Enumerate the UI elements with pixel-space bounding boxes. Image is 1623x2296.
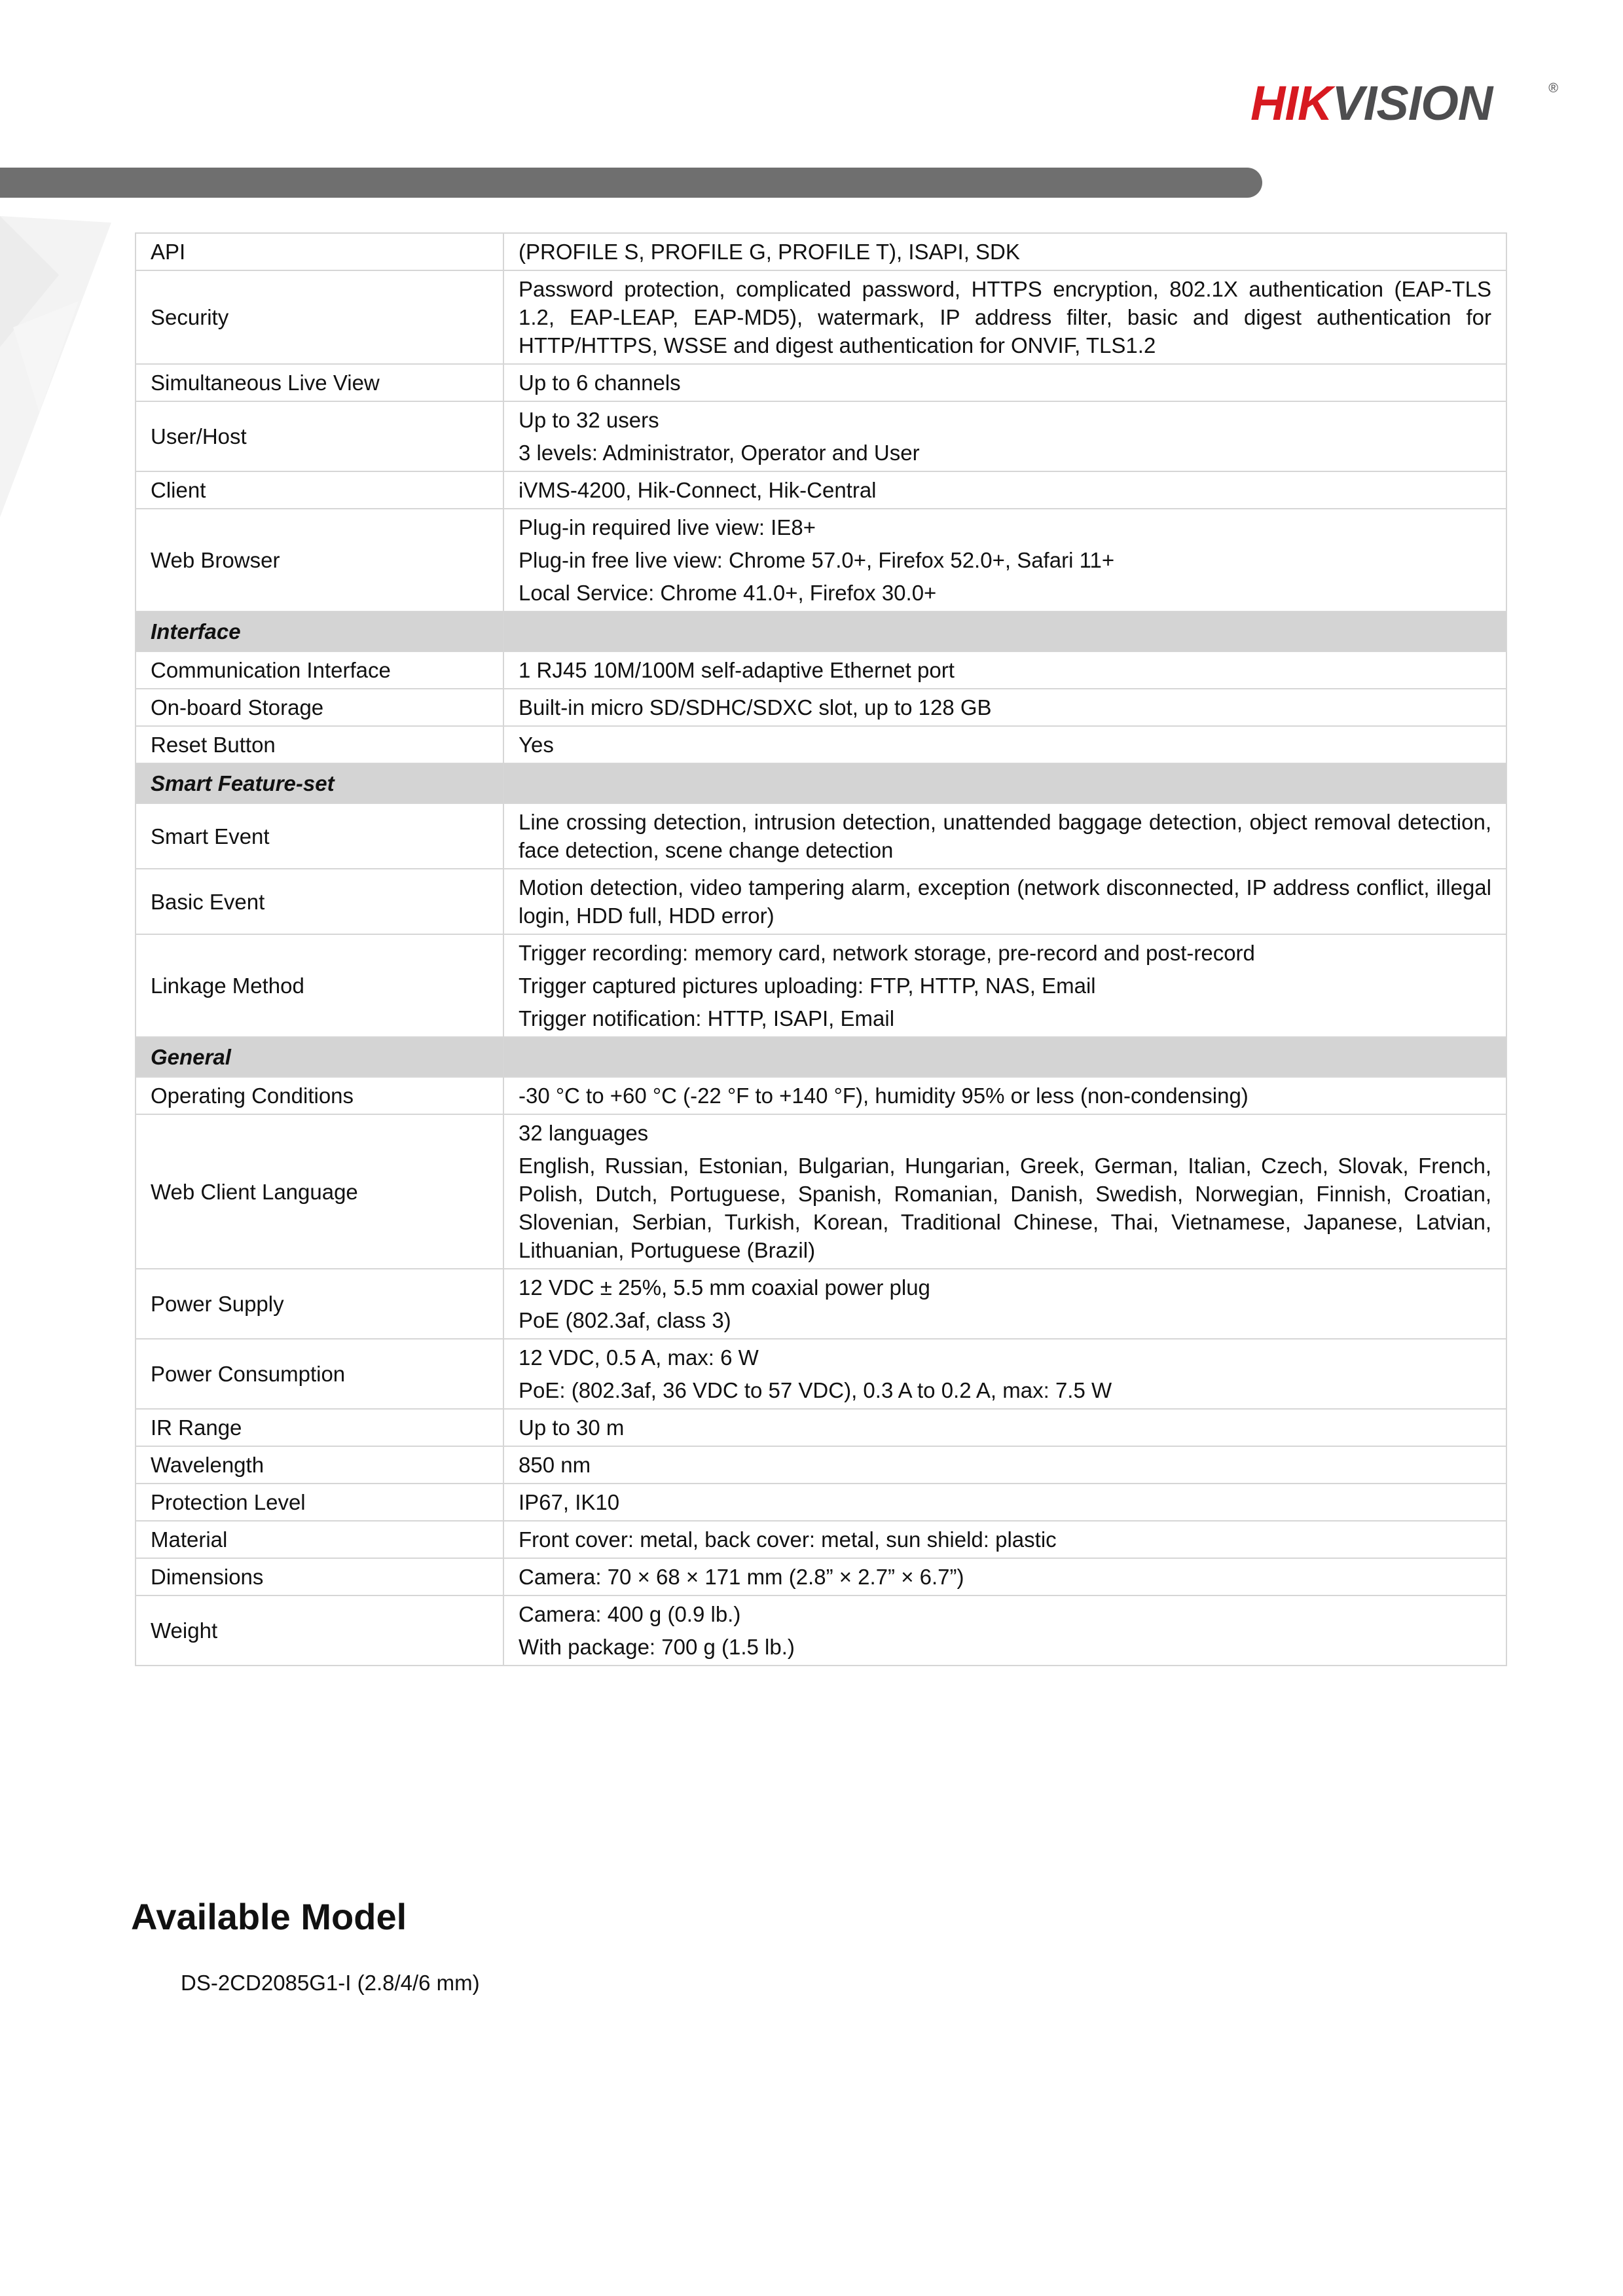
spec-label: Power Consumption <box>136 1339 503 1409</box>
logo-text-vision: VISION <box>1332 76 1493 130</box>
section-title: Smart Feature-set <box>136 763 503 803</box>
spec-value-line: PoE: (802.3af, 36 VDC to 57 VDC), 0.3 A to 0.2 A, max: 7.5 W <box>519 1378 1112 1402</box>
spec-value <box>503 1484 1506 1521</box>
spec-value-line: Trigger notification: HTTP, ISAPI, Email <box>519 1006 895 1030</box>
logo-wordmark <box>1250 77 1492 130</box>
spec-value-line: Camera: 400 g (0.9 lb.) <box>519 1602 741 1626</box>
spec-value-line: Password protection, complicated password, HTTPS encryption, 802.1X authentication (EAP-TLS 1.2, EAP-LEAP, EAP-MD5), watermark, IP address filter, basic and digest authentication for HTTP/HTTPS, WSSE and digest authentication for ONVIF, TLS1.2 <box>519 277 1491 357</box>
spec-value-line: PoE (802.3af, class 3) <box>519 1308 731 1332</box>
hikvision-logo <box>1250 77 1558 130</box>
spec-value <box>503 1595 1506 1666</box>
specification-table <box>135 232 1507 1666</box>
spec-label: Reset Button <box>136 726 503 763</box>
spec-label: Web Client Language <box>136 1114 503 1269</box>
section-header-row <box>136 1037 1506 1077</box>
available-model-item: DS-2CD2085G1-I (2.8/4/6 mm) <box>181 1971 480 1995</box>
spec-value <box>503 270 1506 364</box>
spec-value-line: iVMS-4200, Hik-Connect, Hik-Central <box>519 478 877 502</box>
header-bar <box>0 168 1262 198</box>
spec-value-line: With package: 700 g (1.5 lb.) <box>519 1635 795 1659</box>
spec-row <box>136 509 1506 611</box>
section-header-row <box>136 763 1506 803</box>
spec-value-line: (PROFILE S, PROFILE G, PROFILE T), ISAPI, SDK <box>519 240 1020 264</box>
spec-value-line: Yes <box>519 733 554 757</box>
spec-value <box>503 1269 1506 1339</box>
spec-value-line: IP67, IK10 <box>519 1490 620 1514</box>
spec-value-line: Local Service: Chrome 41.0+, Firefox 30.0+ <box>519 581 937 605</box>
spec-value-line: Plug-in free live view: Chrome 57.0+, Firefox 52.0+, Safari 11+ <box>519 548 1115 572</box>
spec-label: Weight <box>136 1595 503 1666</box>
spec-value <box>503 401 1506 471</box>
spec-row <box>136 1521 1506 1558</box>
spec-row <box>136 270 1506 364</box>
spec-value <box>503 233 1506 270</box>
spec-value <box>503 1446 1506 1484</box>
section-spacer <box>503 1037 1506 1077</box>
spec-value-line: English, Russian, Estonian, Bulgarian, Hungarian, Greek, German, Italian, Czech, Slovak, French, Polish, Dutch, Portuguese, Spanish, Romanian, Danish, Swedish, Norwegian, Finnish, Croatian, Slovenian, Serbian, Turkish, Korean, Traditional Chinese, Thai, Vietnamese, Japanese, Latvian, Lithuanian, Portuguese (Brazil) <box>519 1154 1491 1262</box>
spec-value-line: Line crossing detection, intrusion detection, unattended baggage detection, object removal detection, face detection, scene change detection <box>519 810 1491 862</box>
spec-row <box>136 1269 1506 1339</box>
spec-label: Security <box>136 270 503 364</box>
spec-row <box>136 803 1506 869</box>
spec-row <box>136 1484 1506 1521</box>
spec-row <box>136 1339 1506 1409</box>
spec-value <box>503 1409 1506 1446</box>
spec-value <box>503 364 1506 401</box>
spec-value <box>503 803 1506 869</box>
spec-row <box>136 651 1506 689</box>
spec-row <box>136 401 1506 471</box>
spec-row <box>136 1077 1506 1114</box>
spec-value-line: Plug-in required live view: IE8+ <box>519 515 816 539</box>
spec-label: Power Supply <box>136 1269 503 1339</box>
spec-row <box>136 1409 1506 1446</box>
section-spacer <box>503 763 1506 803</box>
spec-value <box>503 726 1506 763</box>
spec-label: Simultaneous Live View <box>136 364 503 401</box>
section-title: General <box>136 1037 503 1077</box>
spec-label: Operating Conditions <box>136 1077 503 1114</box>
spec-value-line: 12 VDC ± 25%, 5.5 mm coaxial power plug <box>519 1275 930 1300</box>
spec-row <box>136 233 1506 270</box>
section-spacer <box>503 611 1506 651</box>
spec-row <box>136 471 1506 509</box>
spec-label: Material <box>136 1521 503 1558</box>
specification-body <box>136 233 1506 1666</box>
spec-value <box>503 471 1506 509</box>
spec-row <box>136 1595 1506 1666</box>
spec-label: Dimensions <box>136 1558 503 1595</box>
spec-value <box>503 509 1506 611</box>
spec-value <box>503 1339 1506 1409</box>
spec-label: Smart Event <box>136 803 503 869</box>
spec-row <box>136 1446 1506 1484</box>
spec-value-line: Up to 32 users <box>519 408 659 432</box>
spec-value <box>503 1521 1506 1558</box>
spec-row <box>136 869 1506 934</box>
spec-label: Basic Event <box>136 869 503 934</box>
spec-label: Communication Interface <box>136 651 503 689</box>
spec-value-line: Motion detection, video tampering alarm, exception (network disconnected, IP address conflict, illegal login, HDD full, HDD error) <box>519 875 1491 928</box>
spec-value-line: 12 VDC, 0.5 A, max: 6 W <box>519 1345 759 1370</box>
spec-label: Web Browser <box>136 509 503 611</box>
spec-value <box>503 1558 1506 1595</box>
spec-value-line: 850 nm <box>519 1453 591 1477</box>
spec-value-line: 1 RJ45 10M/100M self-adaptive Ethernet port <box>519 658 955 682</box>
spec-value <box>503 651 1506 689</box>
spec-row <box>136 364 1506 401</box>
logo-text-hik: HIK <box>1250 76 1332 130</box>
spec-value <box>503 869 1506 934</box>
spec-value-line: -30 °C to +60 °C (-22 °F to +140 °F), humidity 95% or less (non-condensing) <box>519 1084 1249 1108</box>
spec-label: On-board Storage <box>136 689 503 726</box>
spec-label: Wavelength <box>136 1446 503 1484</box>
section-header-row <box>136 611 1506 651</box>
spec-value <box>503 1114 1506 1269</box>
spec-value-line: Camera: 70 × 68 × 171 mm (2.8” × 2.7” × 6.7”) <box>519 1565 964 1589</box>
spec-value-line: Trigger recording: memory card, network storage, pre-record and post-record <box>519 941 1255 965</box>
spec-row <box>136 689 1506 726</box>
spec-label: IR Range <box>136 1409 503 1446</box>
spec-value-line: 32 languages <box>519 1121 649 1145</box>
spec-label: Linkage Method <box>136 934 503 1037</box>
watermark-triangle-icon <box>0 196 124 537</box>
spec-row <box>136 1558 1506 1595</box>
spec-value <box>503 689 1506 726</box>
spec-row <box>136 726 1506 763</box>
section-title: Interface <box>136 611 503 651</box>
spec-value-line: Front cover: metal, back cover: metal, sun shield: plastic <box>519 1527 1057 1552</box>
spec-value-line: 3 levels: Administrator, Operator and User <box>519 441 920 465</box>
spec-value-line: Up to 30 m <box>519 1415 625 1440</box>
spec-value-line: Built-in micro SD/SDHC/SDXC slot, up to 128 GB <box>519 695 992 720</box>
registered-mark: ® <box>1548 81 1558 96</box>
spec-value-line: Trigger captured pictures uploading: FTP, HTTP, NAS, Email <box>519 974 1096 998</box>
spec-row <box>136 934 1506 1037</box>
spec-value <box>503 1077 1506 1114</box>
spec-row <box>136 1114 1506 1269</box>
available-model-title: Available Model <box>131 1896 407 1937</box>
spec-value-line: Up to 6 channels <box>519 371 681 395</box>
spec-label: User/Host <box>136 401 503 471</box>
spec-label: Client <box>136 471 503 509</box>
spec-label: API <box>136 233 503 270</box>
spec-value <box>503 934 1506 1037</box>
spec-label: Protection Level <box>136 1484 503 1521</box>
